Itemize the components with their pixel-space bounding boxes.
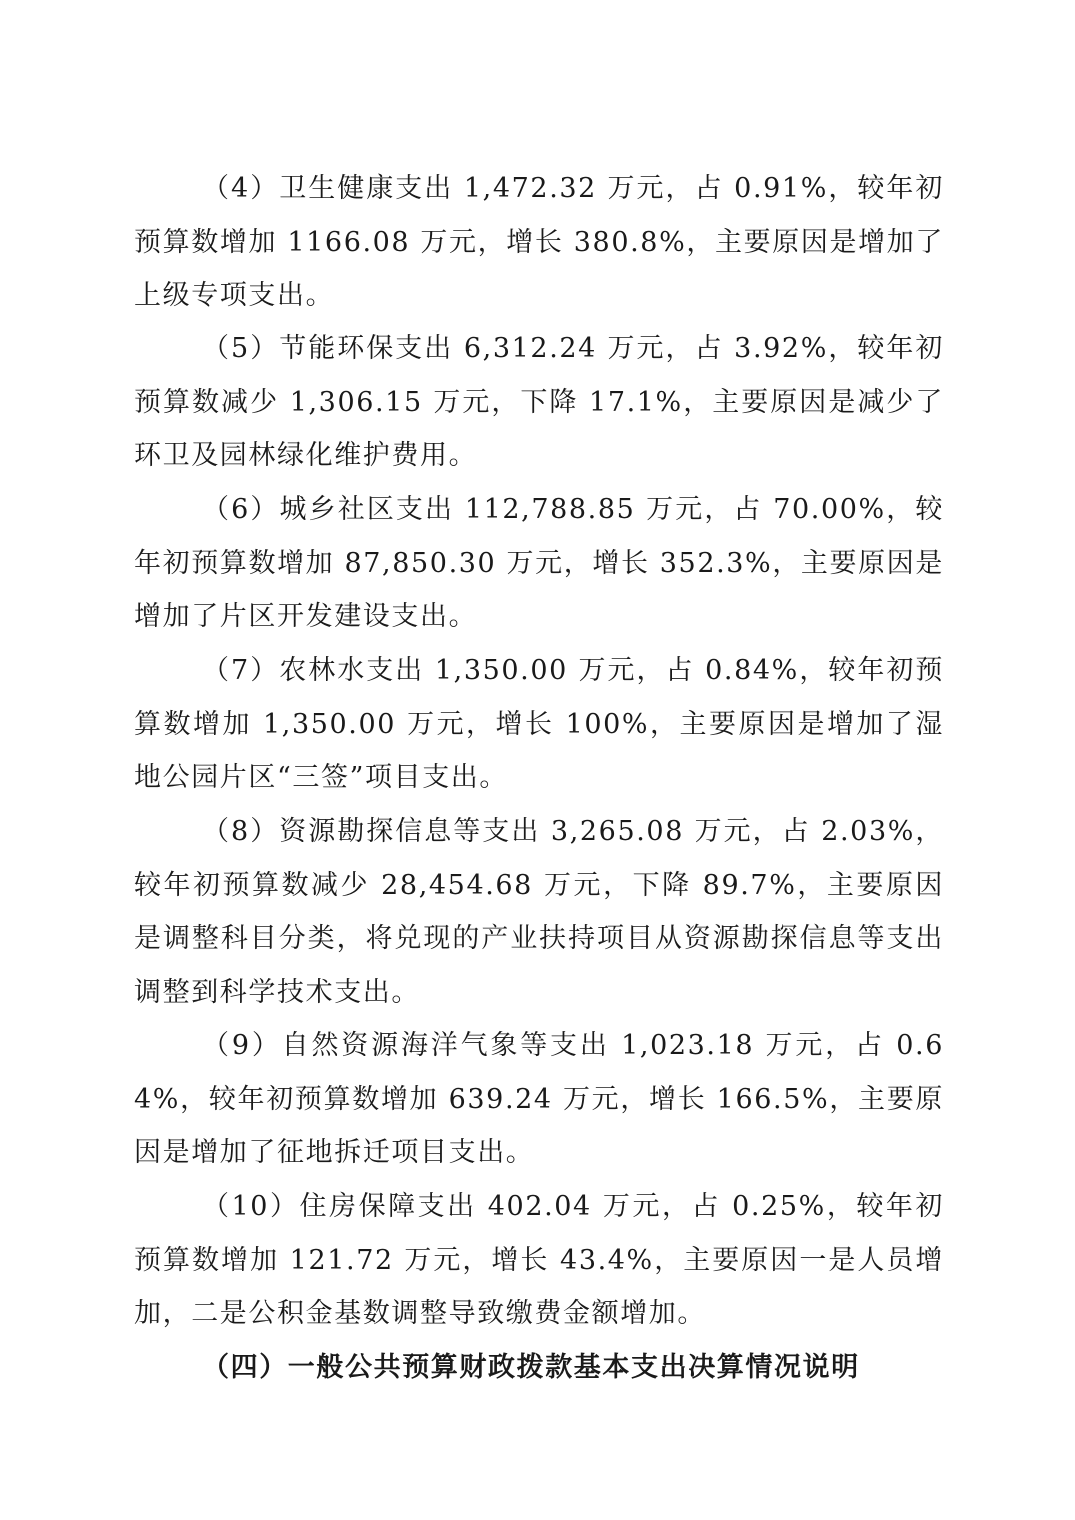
paragraph-natural-resources-expenditure: （9）自然资源海洋气象等支出 1,023.18 万元，占 0.64%，较年初预算数增加 639.24 万元，增长 166.5%，主要原因是增加了征地拆迁项目支出。 [134,1030,944,1168]
paragraph-energy-environment-expenditure: （5）节能环保支出 6,312.24 万元，占 3.92%，较年初预算数减少 1,306.15 万元，下降 17.1%，主要原因是减少了环卫及园林绿化维护费用。 [134,333,944,471]
paragraph-health-expenditure: （4）卫生健康支出 1,472.32 万元，占 0.91%，较年初预算数增加 1166.08 万元，增长 380.8%，主要原因是增加了上级专项支出。 [134,173,944,311]
paragraph-agriculture-forestry-water-expenditure: （7）农林水支出 1,350.00 万元，占 0.84%，较年初预算数增加 1,350.00 万元，增长 100%，主要原因是增加了湿地公园片区“三签”项目支出。 [134,655,944,793]
section-heading: （四）一般公共预算财政拨款基本支出决算情况说明 [202,1352,860,1383]
paragraph-resource-exploration-expenditure: （8）资源勘探信息等支出 3,265.08 万元，占 2.03%，较年初预算数减少 28,454.68 万元，下降 89.7%，主要原因是调整科目分类，将兑现的产业扶持项目从资源勘探信息等支出调整到科学技术支出。 [134,816,944,1008]
paragraph-urban-rural-community-expenditure: （6）城乡社区支出 112,788.85 万元，占 70.00%，较年初预算数增加 87,850.30 万元，增长 352.3%，主要原因是增加了片区开发建设支出。 [134,494,944,632]
paragraph-housing-security-expenditure: （10）住房保障支出 402.04 万元，占 0.25%，较年初预算数增加 121.72 万元，增长 43.4%，主要原因一是人员增加，二是公积金基数调整导致缴费金额增加。 [134,1191,944,1329]
